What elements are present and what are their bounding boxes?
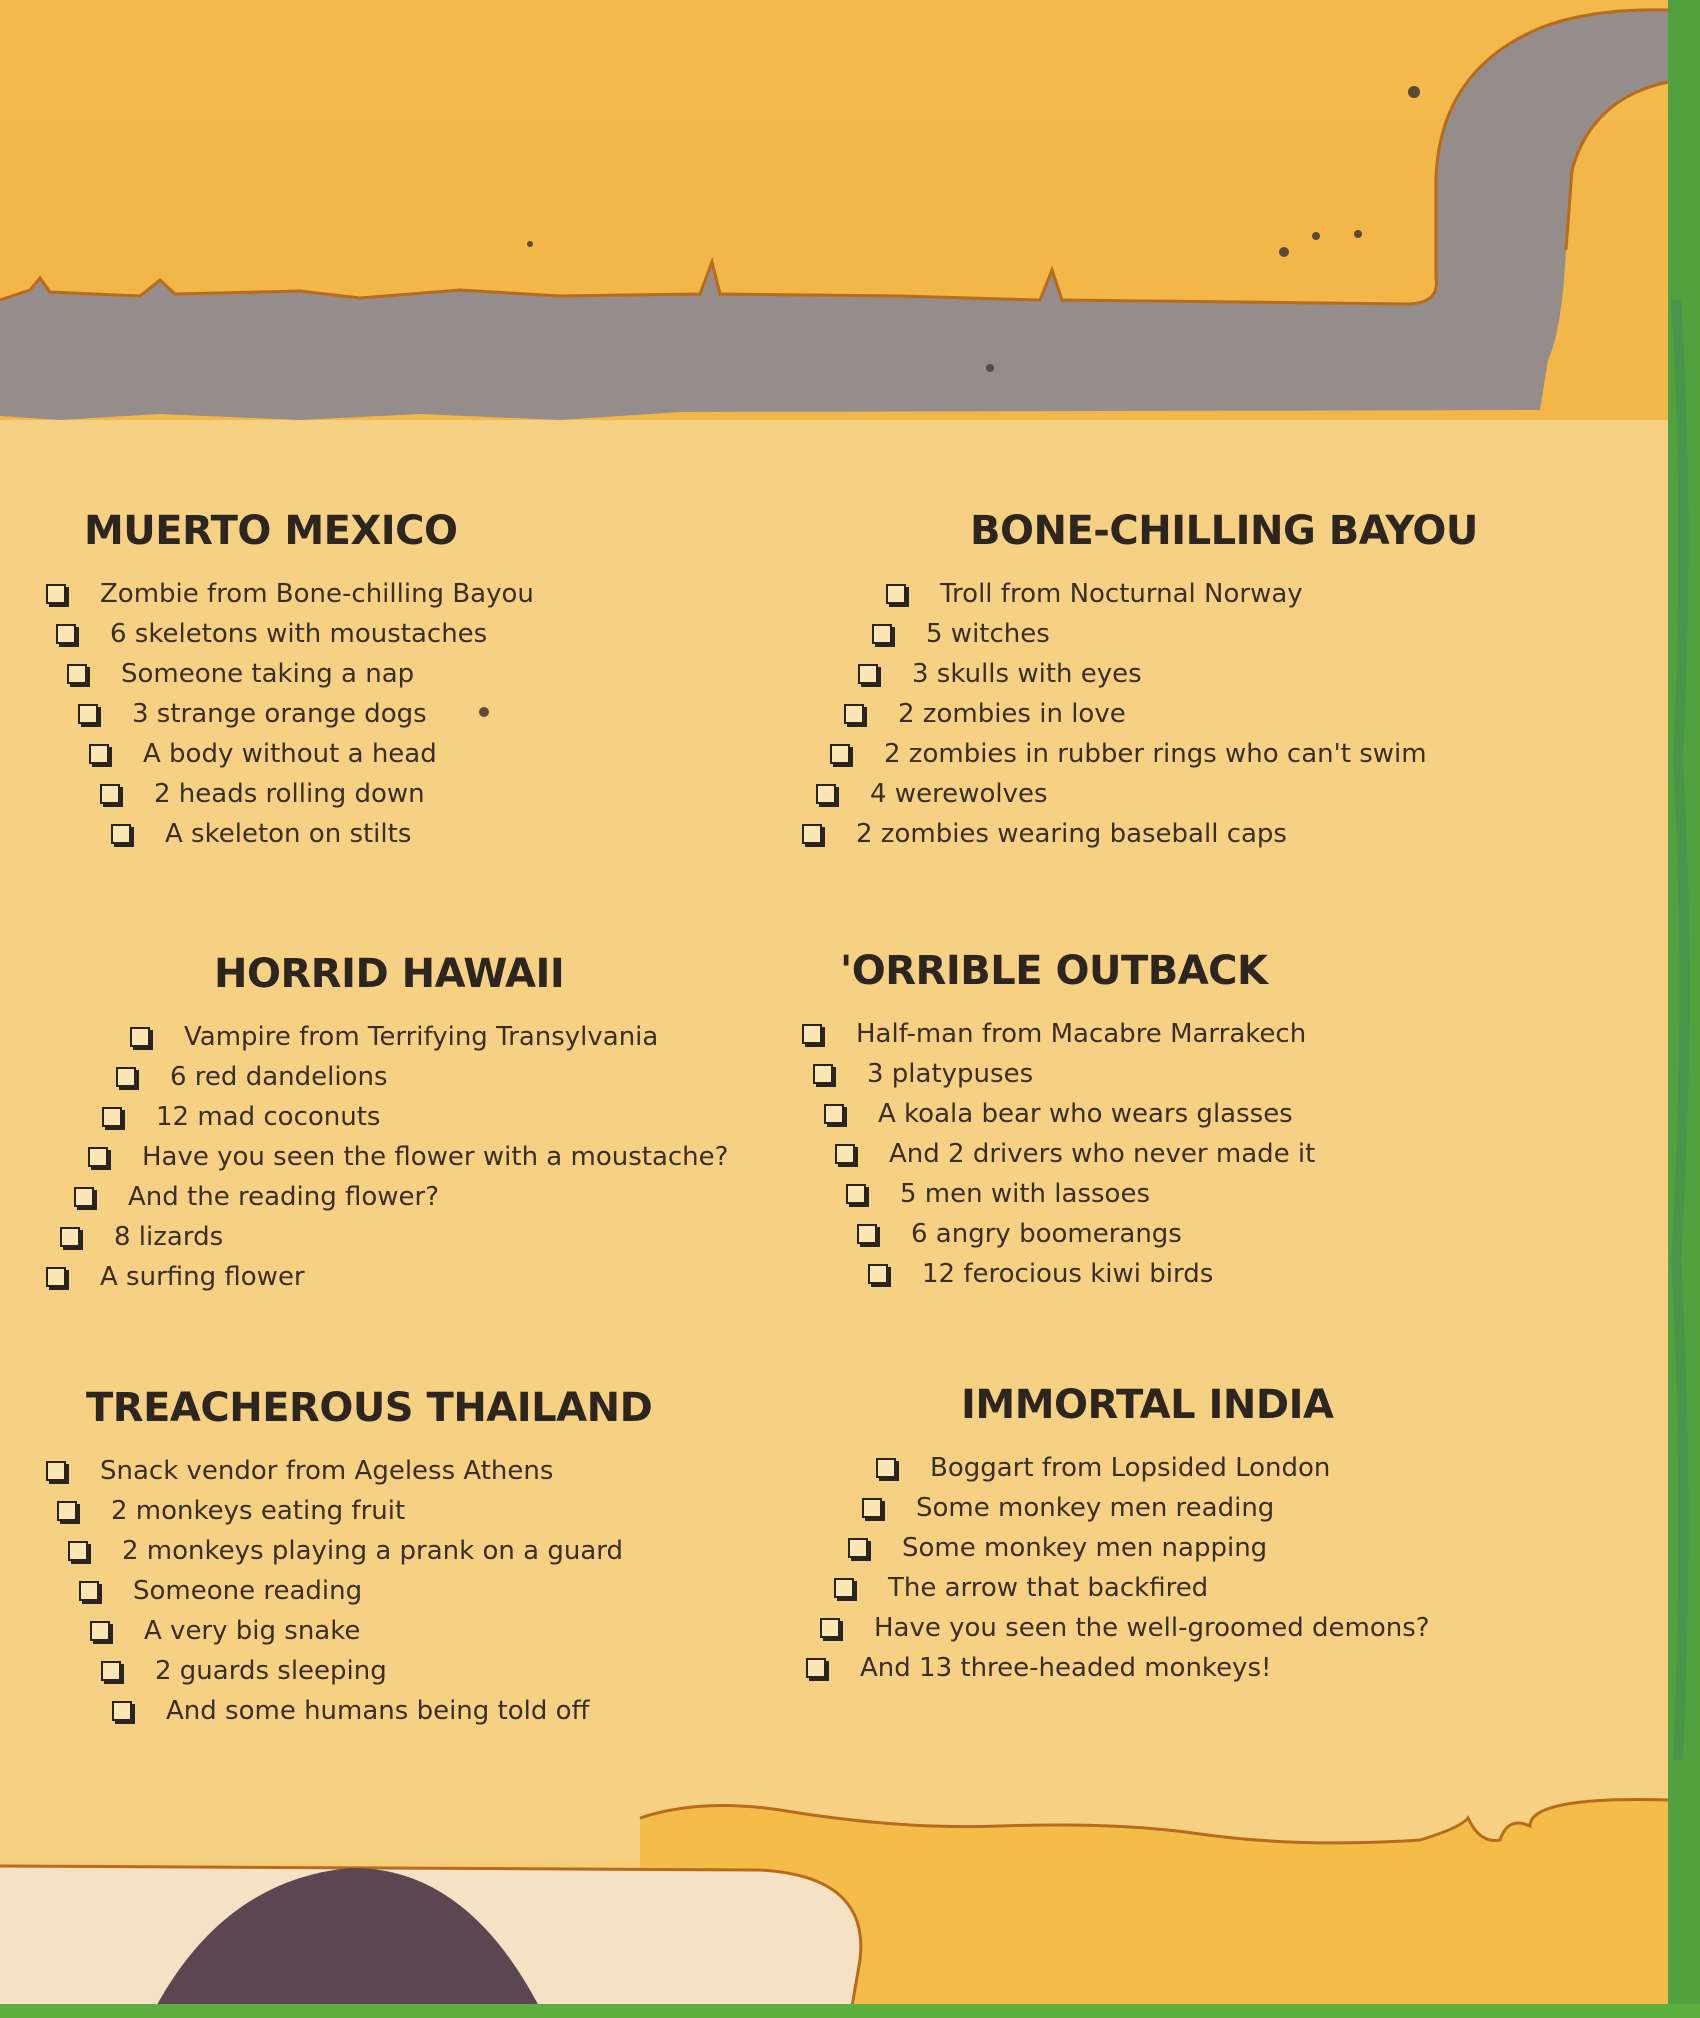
checkbox[interactable] — [872, 624, 892, 644]
section-title: IMMORTAL INDIA — [961, 1382, 1334, 1428]
checklist — [806, 1448, 1430, 1688]
checklist-item[interactable] — [806, 1448, 1430, 1488]
item-label: Half-man from Macabre Marrakech — [856, 1019, 1307, 1049]
checklist-item[interactable] — [802, 694, 1478, 734]
checkbox[interactable] — [834, 1578, 854, 1598]
checkbox[interactable] — [824, 1104, 844, 1124]
item-label: 2 monkeys eating fruit — [111, 1496, 406, 1526]
checklist-item[interactable] — [46, 614, 534, 654]
checklist-item[interactable] — [46, 574, 534, 614]
checkbox[interactable] — [57, 1501, 77, 1521]
checklist-item[interactable] — [46, 654, 534, 694]
checkbox[interactable] — [68, 1541, 88, 1561]
checkbox[interactable] — [130, 1027, 150, 1047]
item-label: And some humans being told off — [166, 1696, 590, 1726]
checklist-item[interactable] — [46, 734, 534, 774]
item-label: Someone reading — [133, 1576, 363, 1606]
checklist-item[interactable] — [46, 1451, 652, 1491]
checkbox[interactable] — [835, 1144, 855, 1164]
item-label: 6 angry boomerangs — [911, 1219, 1182, 1249]
checkbox[interactable] — [813, 1064, 833, 1084]
checkbox[interactable] — [89, 744, 109, 764]
checkbox[interactable] — [74, 1187, 94, 1207]
item-label: 2 zombies in love — [898, 699, 1126, 729]
checklist-item[interactable] — [802, 1054, 1315, 1094]
checklist-item[interactable] — [46, 774, 534, 814]
checkbox[interactable] — [802, 824, 822, 844]
section-title: HORRID HAWAII — [214, 951, 565, 997]
checklist-item[interactable] — [46, 1137, 728, 1177]
item-label: 2 heads rolling down — [154, 779, 425, 809]
checklist — [46, 1451, 652, 1731]
item-label: And 2 drivers who never made it — [889, 1139, 1316, 1169]
item-label: Zombie from Bone-chilling Bayou — [100, 579, 534, 609]
checkbox[interactable] — [88, 1147, 108, 1167]
section-horrid-hawaii — [46, 951, 728, 1297]
item-label: 6 skeletons with moustaches — [110, 619, 488, 649]
checkbox[interactable] — [858, 664, 878, 684]
checkbox[interactable] — [886, 584, 906, 604]
item-label: 2 monkeys playing a prank on a guard — [122, 1536, 623, 1566]
item-label: A very big snake — [144, 1616, 361, 1646]
item-label: Boggart from Lopsided London — [930, 1453, 1331, 1483]
checklist-item[interactable] — [802, 1014, 1315, 1054]
checklist-item[interactable] — [802, 574, 1478, 614]
checklist-item[interactable] — [802, 1214, 1315, 1254]
checkbox[interactable] — [116, 1067, 136, 1087]
checkbox[interactable] — [846, 1184, 866, 1204]
checkbox[interactable] — [79, 1581, 99, 1601]
item-label: Some monkey men napping — [902, 1533, 1268, 1563]
checklist-item[interactable] — [802, 734, 1478, 774]
checklist — [46, 574, 534, 854]
checklist-item[interactable] — [46, 1097, 728, 1137]
checklist-item[interactable] — [802, 654, 1478, 694]
checklist-item[interactable] — [46, 1177, 728, 1217]
item-label: Have you seen the flower with a moustache? — [142, 1142, 729, 1172]
checklist-item[interactable] — [46, 814, 534, 854]
checklist-item[interactable] — [46, 1017, 728, 1057]
checklist-item[interactable] — [802, 1174, 1315, 1214]
checklist-item[interactable] — [806, 1608, 1430, 1648]
checkbox[interactable] — [90, 1621, 110, 1641]
checkbox[interactable] — [868, 1264, 888, 1284]
checklist-item[interactable] — [806, 1568, 1430, 1608]
item-label: 12 mad coconuts — [156, 1102, 381, 1132]
checkbox[interactable] — [101, 1661, 121, 1681]
checklist-item[interactable] — [46, 694, 534, 734]
item-label: Someone taking a nap — [121, 659, 415, 689]
checklist-item[interactable] — [46, 1531, 652, 1571]
item-label: And 13 three-headed monkeys! — [860, 1653, 1272, 1683]
checkbox[interactable] — [46, 1461, 66, 1481]
item-label: 8 lizards — [114, 1222, 224, 1252]
checklist-item[interactable] — [802, 774, 1478, 814]
item-label: Vampire from Terrifying Transylvania — [184, 1022, 659, 1052]
item-label: 2 guards sleeping — [155, 1656, 387, 1686]
checklist-item[interactable] — [802, 1254, 1315, 1294]
checklist — [802, 574, 1478, 854]
checklist-item[interactable] — [802, 814, 1478, 854]
item-label: 5 men with lassoes — [900, 1179, 1150, 1209]
section-muerto-mexico — [46, 508, 534, 854]
item-label: 3 strange orange dogs — [132, 699, 427, 729]
checkbox[interactable] — [67, 664, 87, 684]
checkbox[interactable] — [112, 1701, 132, 1721]
section-orrible-outback — [802, 948, 1315, 1294]
item-label: A body without a head — [143, 739, 437, 769]
checklist-item[interactable] — [806, 1488, 1430, 1528]
checkbox[interactable] — [46, 1267, 66, 1287]
checkbox[interactable] — [802, 1024, 822, 1044]
checkbox[interactable] — [848, 1538, 868, 1558]
section-immortal-india — [806, 1382, 1430, 1688]
checklist-item[interactable] — [46, 1057, 728, 1097]
checkbox[interactable] — [100, 784, 120, 804]
checklist-item[interactable] — [46, 1571, 652, 1611]
item-label: 5 witches — [926, 619, 1050, 649]
item-label: 2 zombies wearing baseball caps — [856, 819, 1287, 849]
checkbox[interactable] — [844, 704, 864, 724]
checkbox[interactable] — [876, 1458, 896, 1478]
checkbox[interactable] — [862, 1498, 882, 1518]
checklist — [46, 1017, 728, 1297]
item-label: Have you seen the well-groomed demons? — [874, 1613, 1430, 1643]
checklist-item[interactable] — [806, 1648, 1430, 1688]
section-title: 'ORRIBLE OUTBACK — [840, 948, 1268, 994]
item-label: Snack vendor from Ageless Athens — [100, 1456, 554, 1486]
item-label: Troll from Nocturnal Norway — [940, 579, 1303, 609]
item-label: 2 zombies in rubber rings who can't swim — [884, 739, 1427, 769]
section-title: TREACHEROUS THAILAND — [86, 1385, 653, 1431]
section-treacherous-thailand — [46, 1385, 652, 1731]
item-label: 3 platypuses — [867, 1059, 1034, 1089]
section-title: MUERTO MEXICO — [84, 508, 458, 554]
item-label: 3 skulls with eyes — [912, 659, 1142, 689]
checklist-item[interactable] — [46, 1491, 652, 1531]
checklist-item[interactable] — [46, 1257, 728, 1297]
item-label: 4 werewolves — [870, 779, 1048, 809]
item-label: 6 red dandelions — [170, 1062, 388, 1092]
checklist-item[interactable] — [46, 1691, 652, 1731]
item-label: A koala bear who wears glasses — [878, 1099, 1293, 1129]
item-label: A skeleton on stilts — [165, 819, 412, 849]
item-label: The arrow that backfired — [888, 1573, 1209, 1603]
checklist-item[interactable] — [46, 1217, 728, 1257]
checklist-item[interactable] — [46, 1651, 652, 1691]
checklist-item[interactable] — [802, 614, 1478, 654]
checkbox[interactable] — [46, 584, 66, 604]
checkbox[interactable] — [102, 1107, 122, 1127]
section-title: BONE-CHILLING BAYOU — [970, 508, 1478, 554]
checkbox[interactable] — [816, 784, 836, 804]
checkbox[interactable] — [830, 744, 850, 764]
checklist-item[interactable] — [802, 1134, 1315, 1174]
checkbox[interactable] — [78, 704, 98, 724]
item-label: Some monkey men reading — [916, 1493, 1275, 1523]
checkbox[interactable] — [857, 1224, 877, 1244]
checkbox[interactable] — [56, 624, 76, 644]
checklist-item[interactable] — [46, 1611, 652, 1651]
item-label: 12 ferocious kiwi birds — [922, 1259, 1214, 1289]
checkbox[interactable] — [111, 824, 131, 844]
checkbox[interactable] — [60, 1227, 80, 1247]
section-bone-chilling-bayou — [802, 508, 1478, 854]
checklist-item[interactable] — [806, 1528, 1430, 1568]
checkbox[interactable] — [820, 1618, 840, 1638]
item-label: And the reading flower? — [128, 1182, 440, 1212]
checklist — [802, 1014, 1315, 1294]
item-label: A surfing flower — [100, 1262, 305, 1292]
checklist-item[interactable] — [802, 1094, 1315, 1134]
checkbox[interactable] — [806, 1658, 826, 1678]
